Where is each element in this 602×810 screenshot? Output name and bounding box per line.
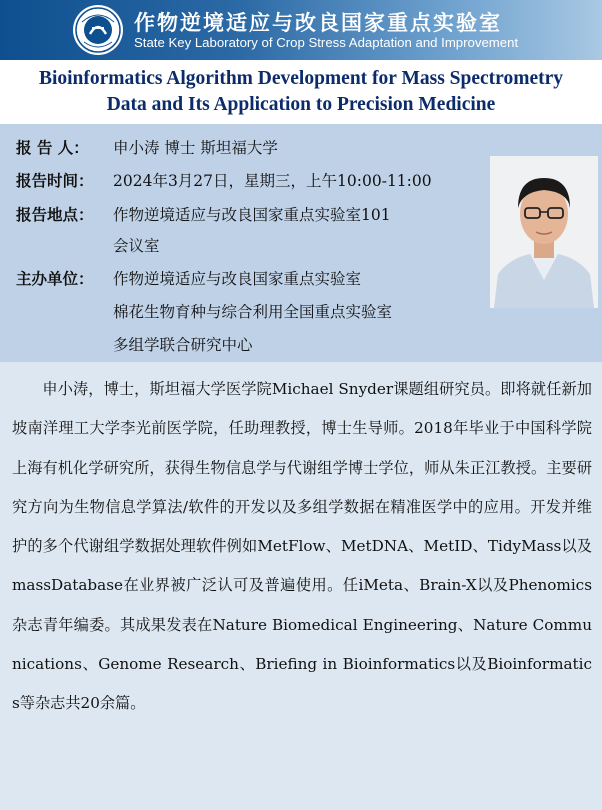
venue-value-line1: 作物逆境适应与改良国家重点实验室101: [113, 206, 391, 224]
talk-title: [0, 66, 602, 118]
host-item: 作物逆境适应与改良国家重点实验室: [113, 270, 362, 288]
host-item: 棉花生物育种与综合利用全国重点实验室: [113, 303, 393, 321]
time-value: 2024年3月27日，星期三，上午10:00-11:00: [113, 172, 432, 190]
title-band: [0, 60, 602, 124]
venue-label: 报告地点：: [16, 205, 94, 224]
institution-name-cn: 作物逆境适应与改良国家重点实验室: [134, 11, 502, 35]
header-banner: [0, 0, 602, 60]
venue-row: [16, 203, 112, 225]
bio-section: [0, 362, 602, 810]
speaker-label: 报 告 人：: [16, 138, 89, 157]
speaker-portrait-icon: [490, 156, 598, 308]
talk-title-line1: Bioinformatics Algorithm Development for Mass Spectrometry: [38, 68, 564, 89]
university-logo-icon: [72, 4, 124, 56]
venue-value-line2: 会议室: [113, 237, 160, 255]
host-item: 多组学联合研究中心: [113, 336, 253, 354]
time-row: [16, 169, 112, 191]
institution-name-en: State Key Laboratory of Crop Stress Adaptation and Improvement: [134, 35, 519, 50]
bio-paragraph: 申小涛，博士，斯坦福大学医学院Michael Snyder课题组研究员。即将就任新加坡南洋理工大学李光前医学院，任助理教授，博士生导师。2018年毕业于中国科学院上海有机化学研究所，获得生物信息学与代谢组学博士学位，师从朱正江教授。主要研究方向为生物信息学算法/软件的开发以及多组学数据在精准医学中的应用。开发并维护的多个代谢组学数据处理软件例如MetFlow、MetDNA、MetID、TidyMass以及massDatabase在业界被广泛认可及普遍使用。任iMeta、Brain-X以及Phenomics杂志青年编委。其成果发表在Nature Biomedical Engineering、Nature Communications、Genome Research、Briefing in Bioinformatics以及Bioinformatics等杂志共20余篇。: [12, 380, 592, 713]
time-label: 报告时间：: [16, 171, 94, 190]
speaker-value: 申小涛 博士 斯坦福大学: [113, 139, 278, 157]
host-row: [16, 267, 112, 289]
talk-title-line2: Data and Its Application to Precision Medicine: [106, 94, 496, 115]
speaker-row: [16, 136, 112, 158]
host-label: 主办单位：: [16, 269, 94, 288]
